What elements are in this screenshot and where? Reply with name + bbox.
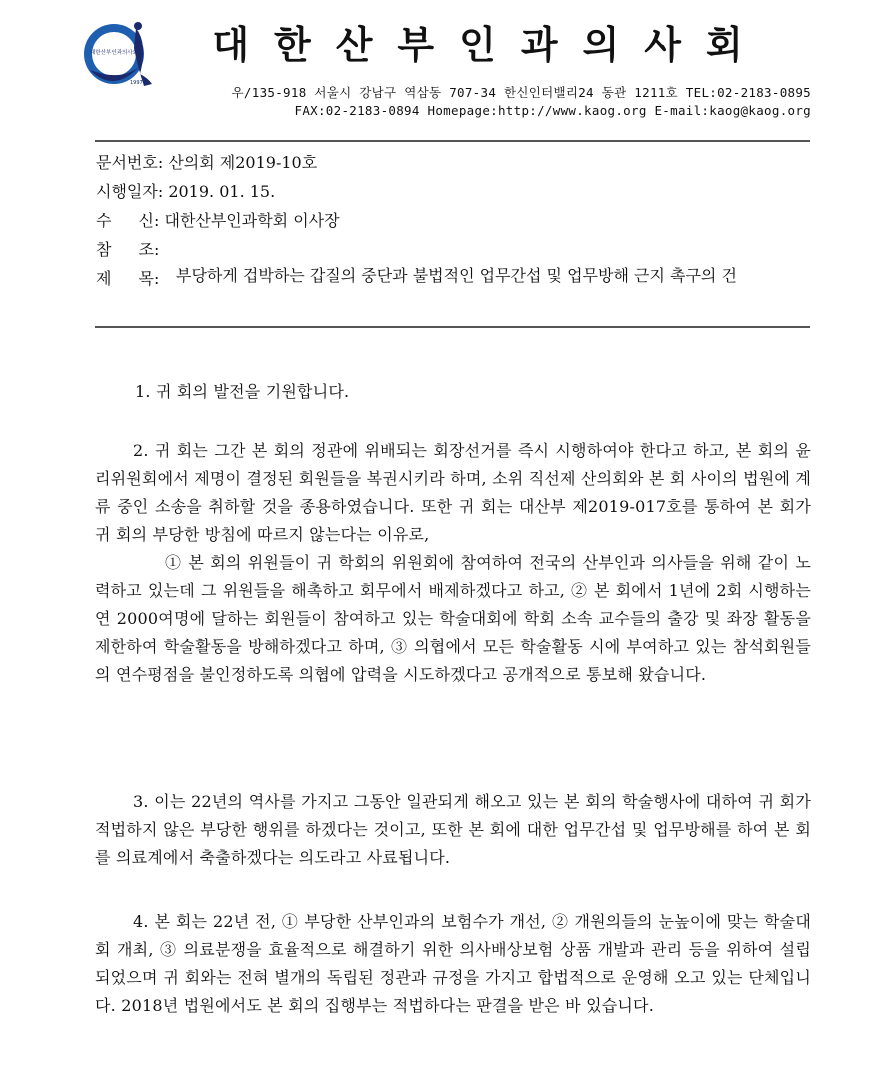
paragraph-1	[95, 378, 811, 406]
paragraph-3-text: 3. 이는 22년의 역사를 가지고 그동안 일관되게 해오고 있는 본 회의 학술행사에 대하여 귀 회가 적법하지 않은 부당한 행위를 하겠다는 것이고, 또한 본 회에 대한 업무간섭 및 업무방해를 하여 본 회를 의료계에서 축출하겠다는 의도라고 사료됩니다.	[95, 792, 811, 867]
paragraph-4-text: 4. 본 회는 22년 전, ① 부당한 산부인과의 보험수가 개선, ② 개원의들의 눈높이에 맞는 학술대회 개최, ③ 의료분쟁을 효율적으로 해결하기 위한 의사배상보험 상품 개발과 관리 등을 위하여 설립되었으며 귀 회와는 전혀 별개의 독립된 정관과 규정을 가지고 합법적으로 운영해 오고 있는 단체입니다. 2018년 법원에서도 본 회의 집행부는 적법하다는 판결을 받은 바 있습니다.	[95, 912, 811, 1015]
recipient-label: 수 신:	[96, 211, 160, 230]
subject-label: 제 목:	[96, 269, 160, 288]
reference-row	[96, 237, 159, 260]
recipient-value: 대한산부인과학회 이사장	[164, 211, 340, 230]
header-divider-bottom	[95, 326, 810, 328]
subject-row	[96, 266, 159, 289]
subject-value: 부당하게 겁박하는 갑질의 중단과 불법적인 업무간섭 및 업무방해 근지 촉구의 건	[176, 266, 737, 285]
paragraph-2-text: 2. 귀 회는 그간 본 회의 정관에 위배되는 회장선거를 즉시 시행하여야 한다고 하고, 본 회의 윤리위원회에서 제명이 결정된 회원들을 복권시키라 하며, 소위 직선제 산의회와 본 회 사이의 법원에 계류 중인 소송을 취하할 것을 종용하였습니다. 또한 귀 회는 대산부 제2019-017호를 통하여 본 회가 귀 회의 부당한 방침에 따르지 않는다는 이유로,	[95, 441, 811, 544]
paragraph-1-text: 1. 귀 회의 발전을 기원합니다.	[135, 382, 350, 401]
paragraph-4	[95, 908, 811, 1020]
logo-year: 1997	[130, 80, 143, 86]
issue-date-value: 2019. 01. 15.	[168, 182, 276, 201]
doc-number-row	[96, 150, 317, 173]
paragraph-3	[95, 788, 811, 872]
doc-number-label: 문서번호:	[96, 153, 164, 172]
address-line-2: FAX:02-2183-0894 Homepage:http://www.kaog.org E-mail:kaog@kaog.org	[294, 103, 811, 118]
paragraph-2	[95, 437, 811, 689]
issue-date-row	[96, 179, 275, 202]
logo-text: 대한산부인과의사회	[90, 50, 138, 56]
recipient-row	[96, 208, 340, 231]
organization-name: 대한산부인과의사회	[212, 22, 768, 67]
issue-date-label: 시행일자:	[96, 182, 164, 201]
header-divider-top	[95, 140, 810, 142]
paragraph-2-sub-text: ① 본 회의 위원들이 귀 학회의 위원회에 참여하여 전국의 산부인과 의사들을 위해 같이 노력하고 있는데 그 위원들을 해촉하고 회무에서 배제하겠다고 하고, ② 본 회에서 1년에 2회 시행하는 연 2000여명에 달하는 회원들이 참여하고 있는 학술대회에 학회 소속 교수들의 출강 및 좌장 활동을 제한하여 학술활동을 방해하겠다고 하며, ③ 의협에서 모든 학술활동 시에 부여하고 있는 참석회원들의 연수평점을 불인정하도록 의협에 압력을 시도하겠다고 공개적으로 통보해 왔습니다.	[95, 553, 811, 684]
address-line-1: 우/135-918 서울시 강남구 역삼동 707-34 한신인터밸리24 동관 1211호 TEL:02-2183-0895	[231, 85, 811, 100]
reference-label: 참 조:	[96, 240, 160, 259]
doc-number-value: 산의회 제2019-10호	[168, 153, 318, 172]
